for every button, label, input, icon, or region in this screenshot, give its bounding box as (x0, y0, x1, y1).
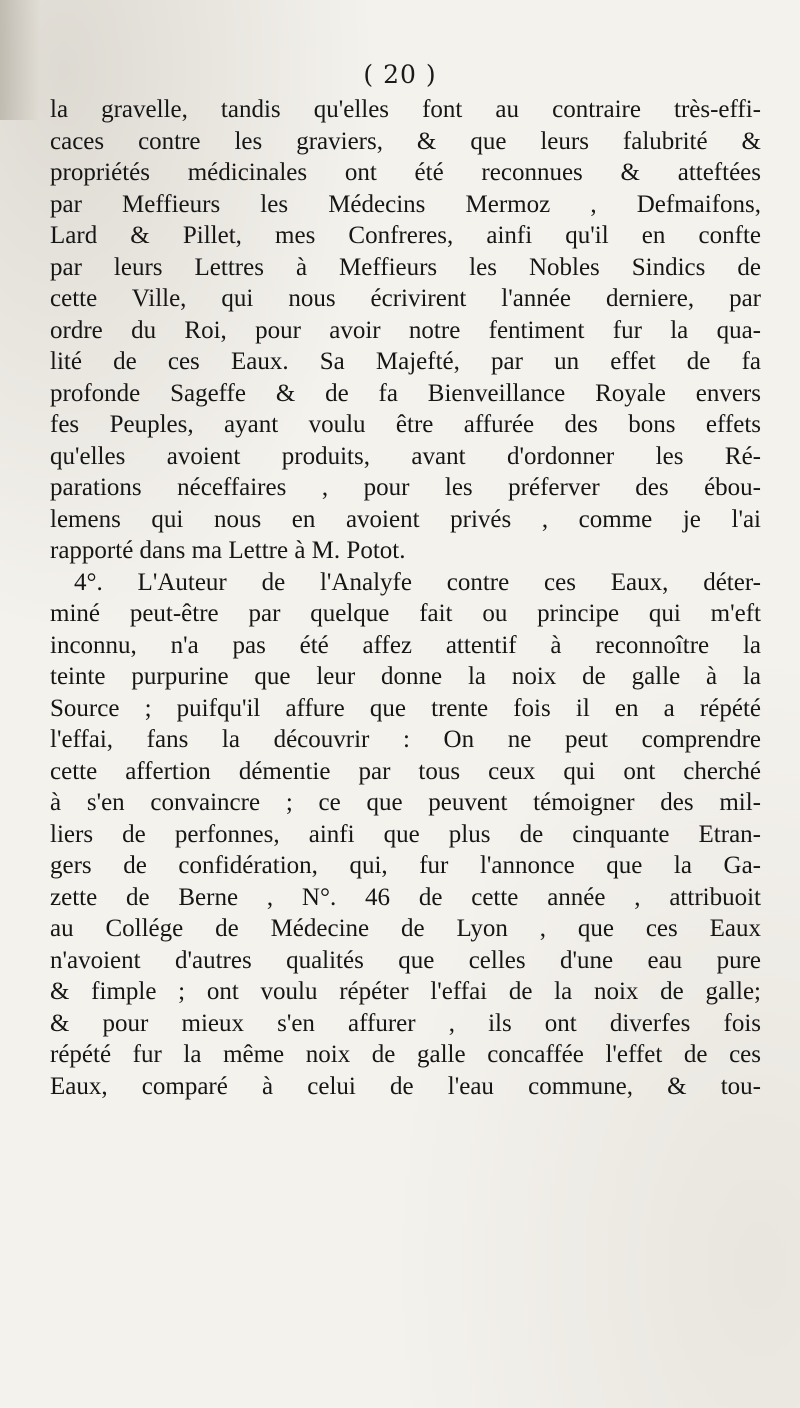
text-line: cette affertion démentie par tous ceux qui ont cherché (50, 757, 761, 785)
text-line: au Collége de Médecine de Lyon , que ces Eaux (50, 915, 761, 942)
text-line: cette Ville, qui nous écrivirent l'année derniere, par (50, 285, 761, 312)
text-line: fes Peuples, ayant voulu être affurée des bons effets (50, 411, 761, 438)
text-line: caces contre les graviers, & que leurs falubrité & (50, 127, 761, 155)
text-line: qu'elles avoient produits, avant d'ordonner les Ré- (50, 442, 761, 470)
text-line: ordre du Roi, pour avoir notre fentiment fur la qua- (50, 316, 761, 344)
text-line: par Meffieurs les Médecins Mermoz , Defmaifons, (50, 190, 761, 218)
text-line: la gravelle, tandis qu'elles font au contraire très-effi- (50, 96, 761, 123)
text-line: profonde Sageffe & de fa Bienveillance Royale envers (50, 379, 761, 407)
text-line: propriétés médicinales ont été reconnues & atteftées (50, 159, 761, 186)
text-line: n'avoient d'autres qualités que celles d'une eau pure (50, 946, 761, 974)
text-line: gers de confidération, qui, fur l'annonce que la Ga- (50, 852, 761, 879)
text-line: à s'en convaincre ; ce que peuvent témoigner des mil- (50, 789, 761, 816)
text-line: lemens qui nous en avoient privés , comme je l'ai (50, 505, 761, 533)
text-line: Lard & Pillet, mes Confreres, ainfi qu'il en confte (50, 222, 761, 249)
text-line: parations néceffaires , pour les préferver des ébou- (50, 474, 761, 501)
text-line: l'effai, fans la découvrir : On ne peut comprendre (50, 726, 761, 753)
text-line: répété fur la même noix de galle concaffée l'effet de ces (50, 1041, 761, 1068)
text-line: 4°. L'Auteur de l'Analyfe contre ces Eaux, déter- (74, 568, 761, 596)
text-line: par leurs Lettres à Meffieurs les Nobles Sindics de (50, 253, 761, 281)
text-line: Source ; puifqu'il affure que trente fois il en a répété (50, 694, 761, 722)
text-line: Eaux, comparé à celui de l'eau commune, & tou- (50, 1072, 761, 1100)
text-line: inconnu, n'a pas été affez attentif à reconnoître la (50, 631, 761, 659)
text-line: rapporté dans ma Lettre à M. Potot. (50, 537, 406, 564)
text-line: & fimple ; ont voulu répéter l'effai de la noix de galle; (50, 978, 761, 1005)
page-number: ( 20 ) (363, 60, 437, 89)
text-line: teinte purpurine que leur donne la noix de galle à la (50, 663, 761, 690)
text-line: & pour mieux s'en affurer , ils ont diverfes fois (50, 1009, 761, 1037)
text-line: miné peut-être par quelque fait ou principe qui m'eft (50, 600, 761, 627)
text-line: lité de ces Eaux. Sa Majefté, par un effet de fa (50, 348, 761, 375)
text-line: zette de Berne , N°. 46 de cette année , attribuoit (50, 883, 761, 911)
text-line: liers de perfonnes, ainfi que plus de cinquante Etran- (50, 820, 761, 848)
body-text (50, 94, 761, 1102)
